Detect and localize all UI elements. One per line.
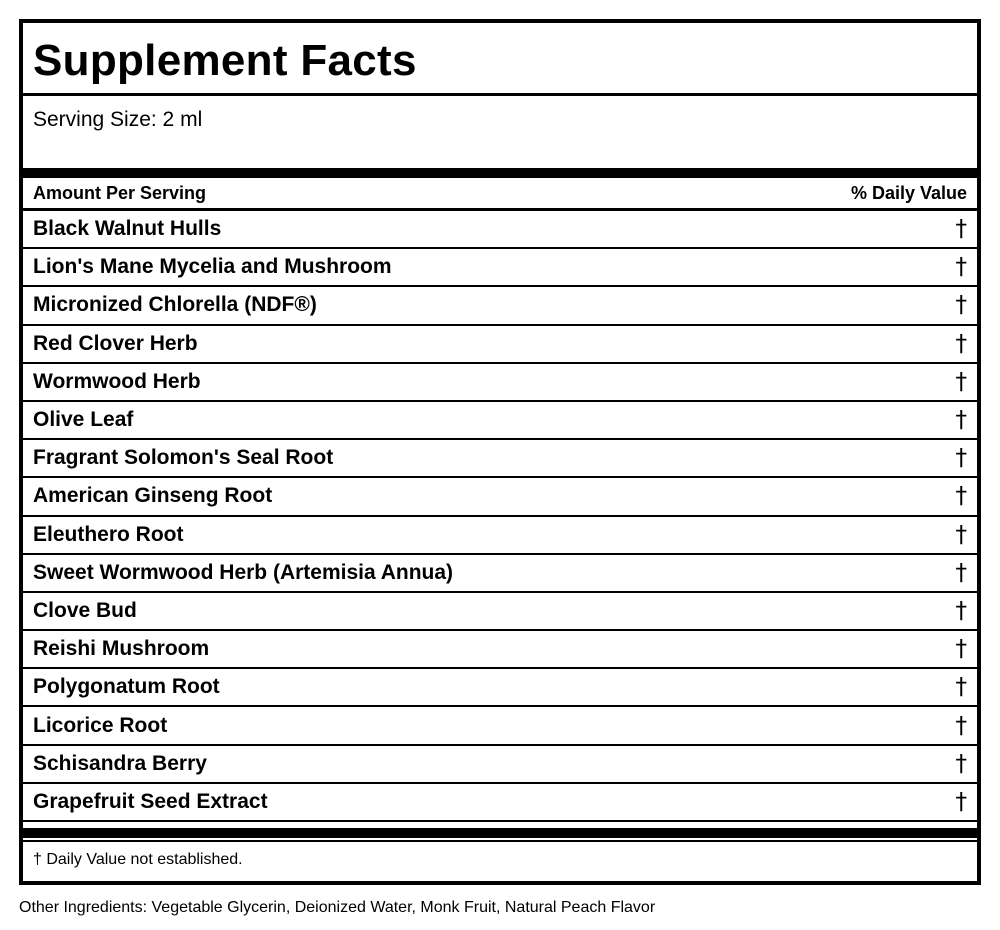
ingredient-name: Clove Bud [33,598,137,622]
ingredient-row [23,440,977,478]
daily-value-dagger: † [955,559,967,586]
ingredient-row [23,669,977,707]
daily-value-dagger: † [955,636,967,663]
ingredient-row [23,784,977,822]
amount-per-serving-label: Amount Per Serving [33,182,207,203]
daily-value-dagger: † [955,597,967,624]
column-header-row [23,178,977,211]
ingredient-row [23,631,977,669]
daily-value-dagger: † [955,216,967,243]
ingredient-row [23,593,977,631]
ingredient-row [23,287,977,325]
ingredient-name: American Ginseng Root [33,484,273,508]
daily-value-dagger: † [955,254,967,281]
ingredient-row [23,555,977,593]
ingredient-row [23,707,977,745]
ingredient-row [23,478,977,516]
daily-value-dagger: † [955,292,967,319]
daily-value-dagger: † [955,483,967,510]
ingredient-name: Red Clover Herb [33,331,198,355]
thick-divider [23,168,977,178]
ingredient-row [23,746,977,784]
thick-divider-bottom [23,828,977,838]
daily-value-dagger: † [955,750,967,777]
daily-value-dagger: † [955,788,967,815]
ingredient-name: Reishi Mushroom [33,637,210,661]
ingredient-name: Sweet Wormwood Herb (Artemisia Annua) [33,560,454,584]
serving-size: Serving Size: 2 ml [33,108,203,131]
ingredient-name: Fragrant Solomon's Seal Root [33,446,334,470]
ingredient-name: Olive Leaf [33,408,134,432]
ingredient-row [23,517,977,555]
daily-value-dagger: † [955,407,967,434]
ingredient-name: Wormwood Herb [33,369,201,393]
daily-value-dagger: † [955,674,967,701]
daily-value-dagger: † [955,521,967,548]
ingredient-row [23,249,977,287]
daily-value-dagger: † [955,368,967,395]
ingredient-name: Schisandra Berry [33,751,207,775]
daily-value-dagger: † [955,330,967,357]
daily-value-footnote: † Daily Value not established. [23,840,977,880]
ingredient-name: Lion's Mane Mycelia and Mushroom [33,255,392,279]
ingredient-row [23,364,977,402]
other-ingredients: Other Ingredients: Vegetable Glycerin, Deionized Water, Monk Fruit, Natural Peach Flavor [19,899,656,916]
ingredient-row [23,326,977,364]
daily-value-dagger: † [955,445,967,472]
ingredient-name: Polygonatum Root [33,675,220,699]
daily-value-dagger: † [955,712,967,739]
supplement-facts-panel [19,19,981,885]
ingredient-name: Grapefruit Seed Extract [33,789,268,813]
ingredient-row [23,211,977,249]
panel-title: Supplement Facts [23,23,977,96]
ingredient-name: Licorice Root [33,713,168,737]
ingredient-name: Eleuthero Root [33,522,184,546]
ingredient-name: Black Walnut Hulls [33,217,222,241]
ingredient-name: Micronized Chlorella (NDF®) [33,293,317,317]
ingredient-row [23,402,977,440]
daily-value-label: % Daily Value [850,182,967,203]
